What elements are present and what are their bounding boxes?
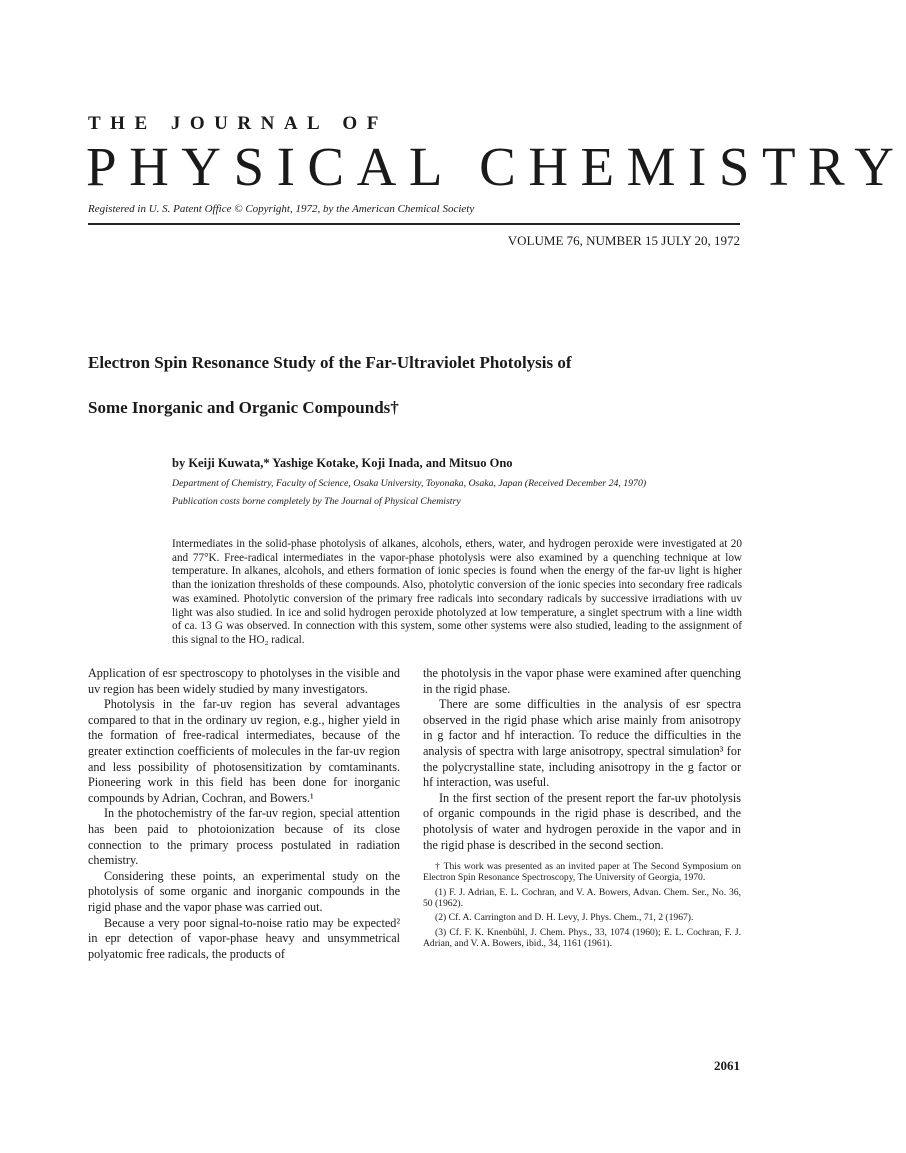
author-affiliation: Department of Chemistry, Faculty of Science, Osaka University, Toyonaka, Osaka, Japan (Received December 24, 1970): [172, 478, 647, 489]
journal-name-line1: THE JOURNAL OF: [88, 113, 388, 134]
author-list: by Keiji Kuwata,* Yashige Kotake, Koji Inada, and Mitsuo Ono: [172, 456, 513, 470]
publication-costs-note: Publication costs borne completely by The Journal of Physical Chemistry: [172, 496, 461, 507]
article-title-line2: Some Inorganic and Organic Compounds†: [88, 398, 399, 417]
footnote: (2) Cf. A. Carrington and D. H. Levy, J. Phys. Chem., 71, 2 (1967).: [435, 912, 694, 924]
copyright-line: Registered in U. S. Patent Office © Copyright, 1972, by the American Chemical Society: [88, 203, 475, 215]
body-paragraph: Photolysis in the far-uv region has several advantages compared to that in the ordinary uv region, e.g., higher yield in the formation of free-radical intermediates, because of the greater extinction coefficients of molecules in the far-uv region and less possibility of photosensitization by comtaminants. Pioneering work in this field has been done for inorganic compounds by Adrian, Cochran, and Bowers.¹: [88, 697, 400, 805]
footnote: (3) Cf. F. K. Knenbühl, J. Chem. Phys., 33, 1074 (1960); E. L. Cochran, F. J. Adrian, and V. A. Bowers, ibid., 34, 1161 (1961).: [423, 926, 741, 949]
body-paragraph: Application of esr spectroscopy to photolyses in the visible and uv region has been widely studied by many investigators.: [88, 666, 400, 696]
footnote: (1) F. J. Adrian, E. L. Cochran, and V. A. Bowers, Advan. Chem. Ser., No. 36, 50 (1962).: [423, 886, 741, 910]
article-title-line1: Electron Spin Resonance Study of the Far-Ultraviolet Photolysis of: [88, 353, 572, 372]
journal-name-line2: PHYSICAL CHEMISTRY: [86, 136, 906, 197]
header-divider: [88, 223, 740, 225]
body-paragraph: In the photochemistry of the far-uv region, special attention has been paid to photoionization because of its close connection to the primary process postulated in radiation chemistry.: [88, 806, 400, 868]
footnote: † This work was presented as an invited paper at The Second Symposium on Electron Spin Resonance Spectroscopy, The University of Georgia, 1970.: [423, 861, 741, 884]
body-paragraph: Because a very poor signal-to-noise ratio may be expected² in epr detection of vapor-phase heavy and unsymmetrical polyatomic free radicals, the products of: [88, 915, 400, 961]
body-paragraph: In the first section of the present report the far-uv photolysis of organic compounds in the rigid phase is described, and the photolysis of water and hydrogen peroxide in the vapor and in the rigid phase is described in the second section.: [423, 790, 741, 852]
page-number: 2061: [714, 1058, 740, 1073]
footnotes: [423, 861, 741, 949]
body-paragraph: the photolysis in the vapor phase were examined after quenching in the rigid phase.: [423, 666, 741, 696]
issue-info: VOLUME 76, NUMBER 15 JULY 20, 1972: [507, 233, 740, 248]
body-paragraph: Considering these points, an experimental study on the photolysis of some organic and inorganic compounds in the rigid phase and the vapor phase was carried out.: [88, 868, 400, 914]
body-column-left: [88, 666, 400, 962]
body-paragraph: There are some difficulties in the analysis of esr spectra observed in the rigid phase which arise mainly from anisotropy in g factor and hf interaction. To reduce the difficulties in the analysis of spectra with large anisotropy, spectral simulation³ for the polycrystalline state, including anisotropy in the g factor or hf interaction, was useful.: [423, 697, 741, 790]
body-column-right: [423, 666, 741, 952]
abstract: Intermediates in the solid-phase photolysis of alkanes, alcohols, ethers, water, and hydrogen peroxide were investigated at 20 and 77°K. Free-radical intermediates in the vapor-phase photolysis were also examined by a quenching technique at low temperature. In alkanes, alcohols, and ethers formation of ionic species is found when the energy of the far-uv light is higher than the ionization thresholds of these compounds. Also, photolytic conversion of the ionic species into secondary free radicals was examined. Photolytic conversion of the primary free radicals into secondary radicals by successive irradiations with uv light was also studied. In ice and solid hydrogen peroxide photolyzed at low temperature, a singlet spectrum with a line width of ca. 13 G was observed. In connection with this system, some other systems were also studied, leading to the assignment of this signal to the HO₂ radical.: [172, 538, 742, 646]
